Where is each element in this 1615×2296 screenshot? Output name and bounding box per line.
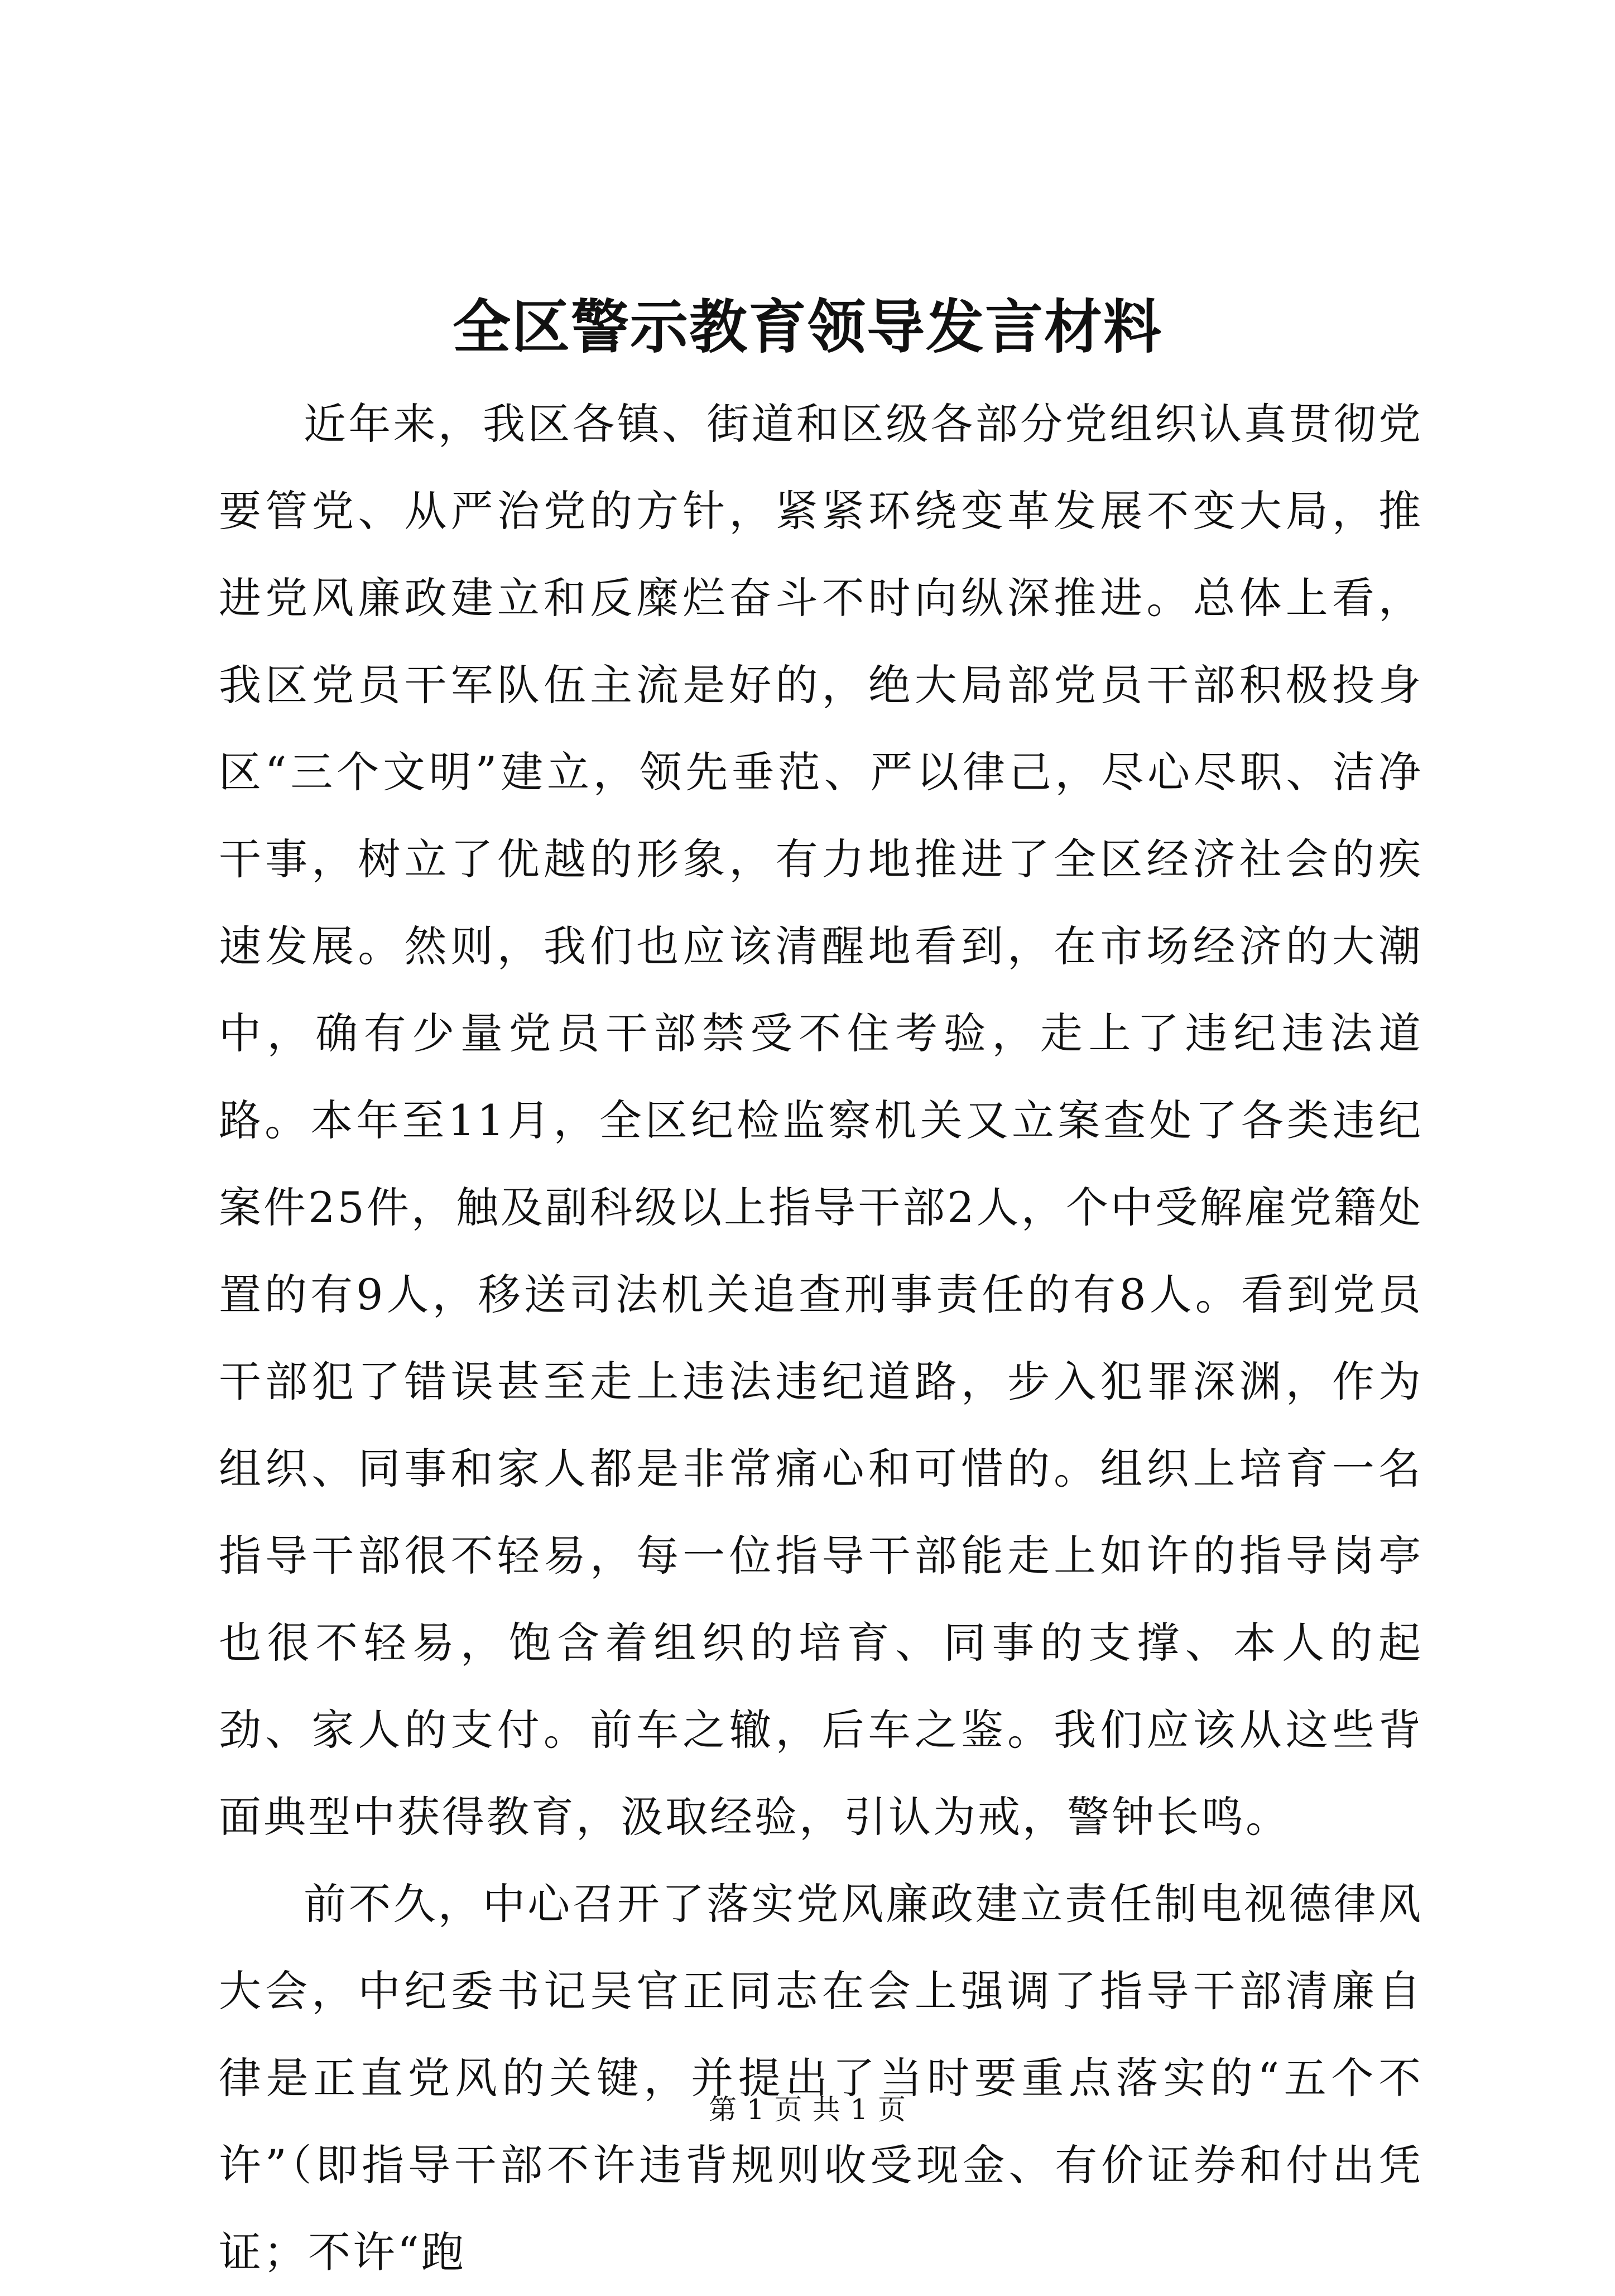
page-footer: 第 1 页 共 1 页 [708, 2093, 907, 2126]
document-title: 全区警示教育领导发言材料 [452, 292, 1162, 361]
document-body [219, 381, 1423, 2296]
body-paragraph: 近年来，我区各镇、街道和区级各部分党组织认真贯彻党要管党、从严治党的方针，紧紧环绕变革发展不变大局，推进党风廉政建立和反糜烂奋斗不时向纵深推进。总体上看，我区党员干军队伍主流是好的，绝大局部党员干部积极投身区“三个文明”建立，领先垂范、严以律己，尽心尽职、洁净干事，树立了优越的形象，有力地推进了全区经济社会的疾速发展。然则，我们也应该清醒地看到，在市场经济的大潮中，确有少量党员干部禁受不住考验，走上了违纪违法道路。本年至11月，全区纪检监察机关又立案查处了各类违纪案件25件，触及副科级以上指导干部2人，个中受解雇党籍处置的有9人，移送司法机关追查刑事责任的有8人。看到党员干部犯了错误甚至走上违法违纪道路，步入犯罪深渊，作为组织、同事和家人都是非常痛心和可惜的。组织上培育一名指导干部很不轻易，每一位指导干部能走上如许的指导岗亭也很不轻易，饱含着组织的培育、同事的支撑、本人的起劲、家人的支付。前车之辙，后车之鉴。我们应该从这些背面典型中获得教育，汲取经验，引认为戒，警钟长鸣。 [219, 399, 1423, 1842]
body-paragraph: 前不久，中心召开了落实党风廉政建立责任制电视德律风大会，中纪委书记吴官正同志在会上强调了指导干部清廉自律是正直党风的关键，并提出了当时要重点落实的“五个不许”（即指导干部不许违背规则收受现金、有价证券和付出凭证；不许“跑 [219, 1879, 1423, 2277]
